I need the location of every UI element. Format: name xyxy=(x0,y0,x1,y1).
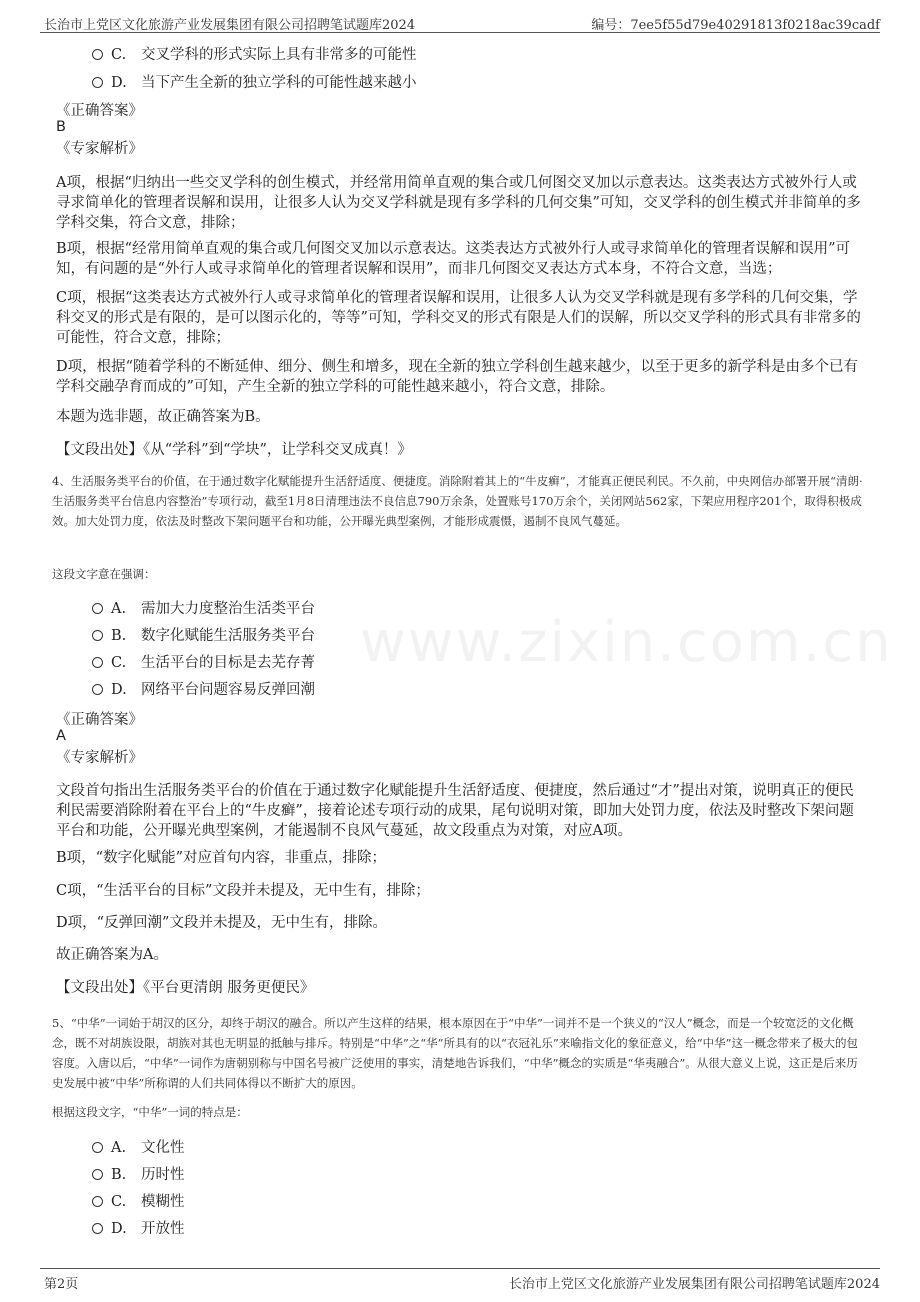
option-d[interactable]: D. 网络平台问题容易反弹回潮 xyxy=(92,679,315,701)
analysis-paragraph: D项，根据“随着学科的不断延伸、细分、侧生和增多，现在全新的独立学科创生越来越少，以至于更多的新学科是由多个已有学科交融孕育而成的”可知，产生全新的独立学科的可能性越来越小，符合文意，排除。 xyxy=(56,359,859,395)
analysis-label: 《专家解析》 xyxy=(56,141,143,157)
radio-icon[interactable] xyxy=(92,77,103,88)
option-a[interactable]: A. 需加大力度整治生活类平台 xyxy=(92,598,315,620)
question-text: 4、生活服务类平台的价值，在于通过数字化赋能提升生活舒适度、便捷度。消除附着其上的“牛皮癣”，才能真正便民利民。不久前，中央网信办部署开展“清朗·生活服务类平台信息内容整治”专项行动，截至1月8日清理违法不良信息790万余条，处置账号170万余个，关闭网站562家，下架应用程序201个，取得积极成效。加大处罚力度，依法及时整改下架问题平台和功能，公开曝光典型案例，才能形成震慑，遏制不良风气蔓延。 xyxy=(52,474,863,528)
header-title: 长治市上党区文化旅游产业发展集团有限公司招聘笔试题库2024 xyxy=(44,18,416,33)
question-text: 5、“中华”一词始于胡汉的区分，却终于胡汉的融合。所以产生这样的结果，根本原因在于“中华”一词并不是一个狭义的“汉人”概念，而是一个较宽泛的文化概念，既不对胡族设限，胡族对其也无明显的抵触与排斥。特别是“中华”之“华”所具有的以“衣冠礼乐”来喻指文化的象征意义，给“中华”这一概念带来了极大的包容度。入唐以后，“中华”一词作为唐朝别称与中国名号被广泛使用的事实，清楚地告诉我们，“中华”概念的实质是“华夷融合”。从很大意义上说，这正是后来历史发展中被“中华”所称谓的人们共同体得以不断扩大的原因。 xyxy=(52,1016,859,1090)
radio-icon[interactable] xyxy=(92,1196,103,1207)
radio-icon[interactable] xyxy=(92,630,103,641)
page-number: 第2页 xyxy=(44,1277,79,1292)
analysis-paragraph: A项，根据“归纳出一些交叉学科的创生模式，并经常用简单直观的集合或几何图交叉加以示意表达。这类表达方式被外行人或寻求简单化的管理者误解和误用，让很多人认为交叉学科就是现有多学科的几何交集”可知，交叉学科的创生模式并非简单的多学科交集，符合文意，排除； xyxy=(56,175,861,231)
source-citation: 【文段出处】《平台更清朗 服务更便民》 xyxy=(56,980,315,996)
option-b[interactable]: B. 数字化赋能生活服务类平台 xyxy=(92,625,315,647)
analysis-paragraph: B项，根据“经常用简单直观的集合或几何图交叉加以示意表达。这类表达方式被外行人或寻求简单化的管理者误解和误用”可知，有问题的是“外行人或寻求简单化的管理者误解和误用”，而非几何图交叉表达方式本身，不符合文意，当选； xyxy=(56,241,850,277)
analysis-paragraph: 文段首句指出生活服务类平台的价值在于通过数字化赋能提升生活舒适度、便捷度，然后通过“才”提出对策，说明真正的便民利民需要消除附着在平台上的“牛皮癣”，接着论述专项行动的成果，尾句说明对策，即加大处罚力度，依法及时整改下架问题平台和功能，公开曝光典型案例，才能遏制不良风气蔓延，故文段重点为对策，对应A项。 xyxy=(56,783,854,839)
answer-value: B xyxy=(56,119,66,135)
radio-icon[interactable] xyxy=(92,1169,103,1180)
page-footer xyxy=(40,1268,880,1293)
option-c[interactable]: C. 模糊性 xyxy=(92,1191,185,1213)
analysis-conclusion: 本题为选非题，故正确答案为B。 xyxy=(56,409,270,425)
answer-value: A xyxy=(56,728,66,744)
option-d[interactable]: D. 开放性 xyxy=(92,1218,185,1240)
option-a[interactable]: A. 文化性 xyxy=(92,1137,185,1159)
radio-icon[interactable] xyxy=(92,657,103,668)
radio-icon[interactable] xyxy=(92,603,103,614)
source-citation: 【文段出处】《从“学科”到“学块”，让学科交叉成真！》 xyxy=(56,442,412,458)
radio-icon[interactable] xyxy=(92,684,103,695)
analysis-conclusion: 故正确答案为A。 xyxy=(56,947,168,963)
analysis-paragraph: C项，根据“这类表达方式被外行人或寻求简单化的管理者误解和误用，让很多人认为交叉学科就是现有多学科的几何交集，学科交叉的形式是有限的，是可以图示化的，等等”可知，学科交叉的形式有限是人们的误解，所以交叉学科的形式具有非常多的可能性，符合文意，排除； xyxy=(56,290,861,346)
question-stem: 根据这段文字，“中华”一词的特点是： xyxy=(52,1105,248,1119)
radio-icon[interactable] xyxy=(92,1142,103,1153)
watermark: www.zixin.com.cn xyxy=(360,610,893,675)
analysis-paragraph: C项，“生活平台的目标”文段并未提及，无中生有，排除； xyxy=(56,883,430,899)
option-d[interactable]: D. 当下产生全新的独立学科的可能性越来越小 xyxy=(92,72,417,94)
answer-label: 《正确答案》 xyxy=(56,712,143,728)
option-c[interactable]: C. 交叉学科的形式实际上具有非常多的可能性 xyxy=(92,44,417,66)
option-c[interactable]: C. 生活平台的目标是去芜存菁 xyxy=(92,652,315,674)
document-number: 编号：7ee5f55d79e40291813f0218ac39cadf xyxy=(591,18,880,33)
question-stem: 这段文字意在强调： xyxy=(52,567,156,581)
analysis-paragraph: B项，“数字化赋能”对应首句内容，非重点，排除； xyxy=(56,850,386,866)
option-b[interactable]: B. 历时性 xyxy=(92,1164,185,1186)
radio-icon[interactable] xyxy=(92,49,103,60)
answer-label: 《正确答案》 xyxy=(56,103,143,119)
radio-icon[interactable] xyxy=(92,1223,103,1234)
analysis-label: 《专家解析》 xyxy=(56,750,143,766)
page-header xyxy=(40,10,880,33)
analysis-paragraph: D项，“反弹回潮”文段并未提及，无中生有，排除。 xyxy=(56,915,387,931)
footer-title: 长治市上党区文化旅游产业发展集团有限公司招聘笔试题库2024 xyxy=(508,1277,880,1292)
